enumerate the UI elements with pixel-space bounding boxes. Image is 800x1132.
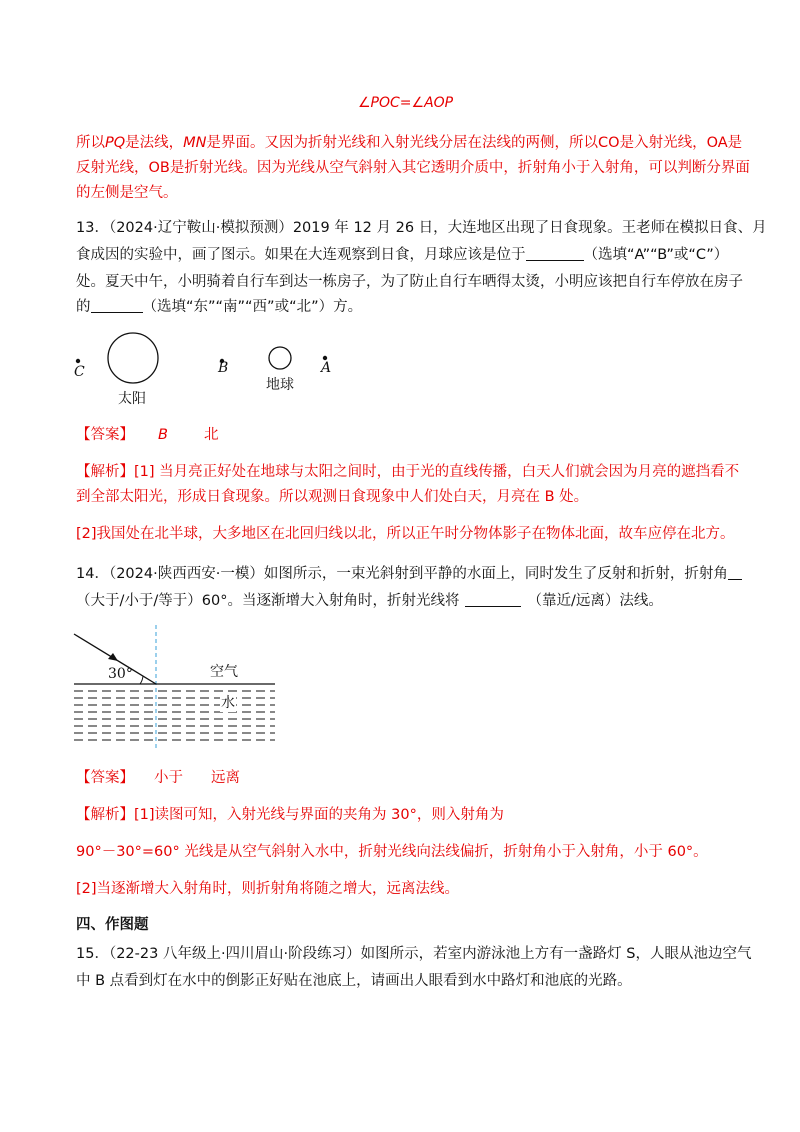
label-water: 水 xyxy=(220,692,236,712)
q14-explain-1: 【解析】[1]读图可知，入射光线与界面的夹角为 30°，则入射角为 xyxy=(76,807,504,823)
q14-explain-3: [2]当逐渐增大入射角时，则折射角将随之增大，远离法线。 xyxy=(76,881,460,897)
label-earth: 地球 xyxy=(266,377,294,393)
q14-line-2: （大于/小于/等于）60°。当逐渐增大入射角时，折射光线将 （靠近/远离）法线。 xyxy=(76,593,663,609)
water-hatching xyxy=(74,691,275,740)
q15-line-2: 中 B 点看到灯在水中的倒影正好贴在池底上，请画出人眼看到水中路灯和池底的光路。 xyxy=(76,973,632,989)
q13-explain-1: 【解析】[1] 当月亮正好处在地球与太阳之间时，由于光的直线传播，白天人们就会因为月亮的遮挡看不 xyxy=(76,464,740,480)
q13-line-2: 食成因的实验中，画了图示。如果在大连观察到日食，月球应该是位于 （选填“A”“B”或“C”） xyxy=(76,247,729,263)
section-title: 四、作图题 xyxy=(76,917,149,933)
label-b: B xyxy=(218,360,229,376)
q13-explain-2: 到全部太阳光，形成日食现象。所以观测日食现象中人们处白天，月亮在 B 处。 xyxy=(76,489,589,505)
q13-figure xyxy=(70,330,350,410)
q13-answer: 【答案】 B 北 xyxy=(76,427,219,443)
q14-figure xyxy=(70,625,280,750)
label-air: 空气 xyxy=(210,664,238,680)
q13-explain-3: [2]我国处在北半球，大多地区在北回归线以北，所以正午时分物体影子在物体北面，故车应停在北方。 xyxy=(76,526,735,542)
q13-line-1: 13．（2024·辽宁鞍山·模拟预测）2019 年 12 月 26 日，大连地区出现了日食现象。王老师在模拟日食、月 xyxy=(76,220,767,236)
q13-line-3: 处。夏天中午，小明骑着自行车到达一栋房子，为了防止自行车晒得太烫，小明应该把自行车停放在房子 xyxy=(76,274,743,290)
q14-line-1: 14．（2024·陕西西安·一模）如图所示，一束光斜射到平静的水面上，同时发生了反射和折射，折射角 xyxy=(76,564,742,584)
label-sun: 太阳 xyxy=(118,391,146,407)
prev-line-2: 反射光线，OB是折射光线。因为光线从空气斜射入其它透明介质中，折射角小于入射角，可以判断分界面 xyxy=(76,160,750,176)
sun-circle xyxy=(108,333,158,383)
q13-line-4: 的 （选填“东”“南”“西”或“北”）方。 xyxy=(76,299,363,315)
prev-line-1: 所以PQ是法线，MN是界面。又因为折射光线和入射光线分居在法线的两侧，所以CO是入射光线，OA是 xyxy=(76,135,743,151)
q14-explain-2: 90°－30°=60° 光线是从空气斜射入水中，折射光线向法线偏折，折射角小于入射角，小于 60°。 xyxy=(76,844,708,860)
prev-line-3: 的左侧是空气。 xyxy=(76,185,178,201)
angle-arc xyxy=(140,676,143,684)
q15-line-1: 15．（22-23 八年级上·四川眉山·阶段练习）如图所示，若室内游泳池上方有一盏路灯 S，人眼从池边空气 xyxy=(76,946,752,962)
point-c-dot xyxy=(76,359,80,363)
earth-circle xyxy=(269,347,291,369)
label-angle: 30° xyxy=(108,666,133,682)
label-c: C xyxy=(74,364,85,380)
formula: ∠POC=∠AOP xyxy=(358,95,454,111)
q14-answer: 【答案】 小于 远离 xyxy=(76,770,240,786)
label-a: A xyxy=(321,360,332,376)
ray-arrowhead xyxy=(108,653,118,661)
